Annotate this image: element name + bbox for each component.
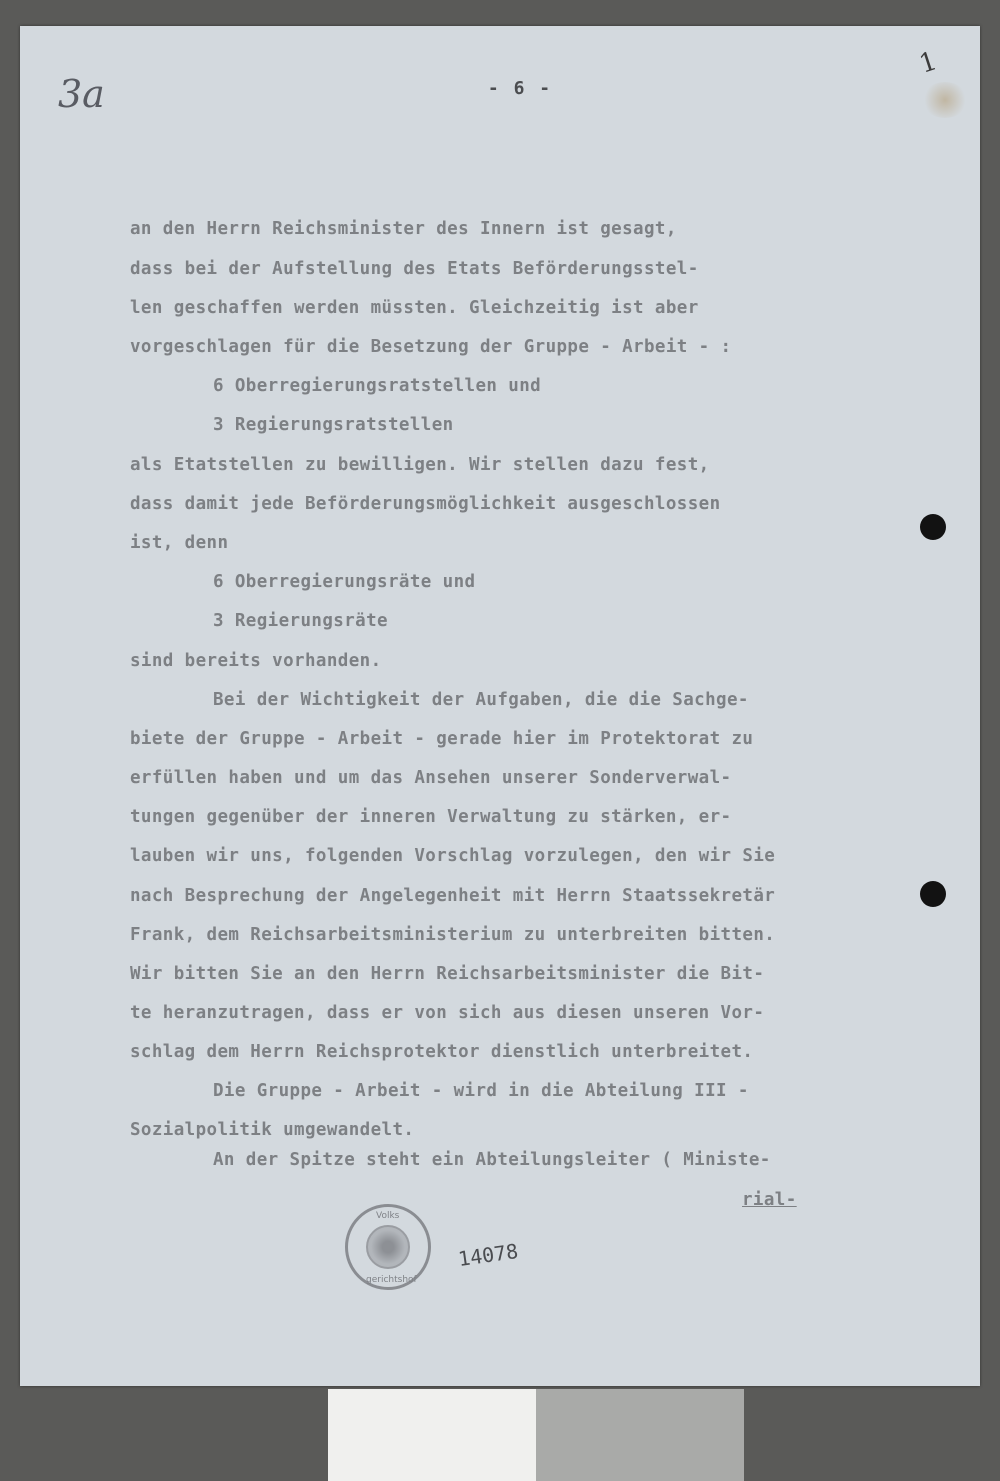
color-calibration-white (328, 1389, 536, 1481)
punch-hole (920, 514, 946, 540)
handwritten-page-note: 3a (58, 72, 105, 116)
text-line: schlag dem Herrn Reichsprotektor dienstlich unterbreitet. (130, 1042, 754, 1062)
text-line: 3 Regierungsratstellen (213, 415, 454, 435)
color-calibration-grey (536, 1389, 744, 1481)
page-number: - 6 - (487, 78, 553, 99)
text-line: als Etatstellen zu bewilligen. Wir stellen dazu fest, (130, 455, 710, 475)
text-line: dass damit jede Beförderungsmöglichkeit ausgeschlossen (130, 494, 721, 514)
text-line: len geschaffen werden müssten. Gleichzeitig ist aber (130, 298, 699, 318)
text-line: erfüllen haben und um das Ansehen unserer Sonderverwal- (130, 768, 732, 788)
text-line: 6 Oberregierungsräte und (213, 572, 476, 592)
corner-pencil-mark: 1 (915, 46, 941, 80)
text-line: Wir bitten Sie an den Herrn Reichsarbeitsminister die Bit- (130, 964, 765, 984)
catchword: rial- (742, 1190, 797, 1210)
text-line: Die Gruppe - Arbeit - wird in die Abteilung III - (213, 1081, 749, 1101)
text-line: Sozialpolitik umgewandelt. (130, 1120, 415, 1140)
text-line: vorgeschlagen für die Besetzung der Gruppe - Arbeit - : (130, 337, 732, 357)
archive-stamp (345, 1204, 431, 1290)
stamp-text-top: Volks (376, 1211, 400, 1221)
text-line: tungen gegenüber der inneren Verwaltung zu stärken, er- (130, 807, 732, 827)
text-line: 6 Oberregierungsratstellen und (213, 376, 542, 396)
text-line: nach Besprechung der Angelegenheit mit Herrn Staatssekretär (130, 886, 776, 906)
text-line: 3 Regierungsräte (213, 611, 388, 631)
text-line: sind bereits vorhanden. (130, 651, 382, 671)
text-line: lauben wir uns, folgenden Vorschlag vorzulegen, den wir Sie (130, 846, 776, 866)
text-line: dass bei der Aufstellung des Etats Beförderungsstel- (130, 259, 699, 279)
eagle-seal-icon (366, 1225, 410, 1269)
text-line: Bei der Wichtigkeit der Aufgaben, die die Sachge- (213, 690, 749, 710)
punch-hole (920, 881, 946, 907)
text-line: Frank, dem Reichsarbeitsministerium zu unterbreiten bitten. (130, 925, 776, 945)
text-line: biete der Gruppe - Arbeit - gerade hier im Protektorat zu (130, 729, 754, 749)
text-line: an den Herrn Reichsminister des Innern ist gesagt, (130, 219, 677, 239)
stamp-text-bottom: gerichtshof (366, 1275, 417, 1285)
text-line: An der Spitze steht ein Abteilungsleiter ( Ministe- (213, 1150, 771, 1170)
text-line: te heranzutragen, dass er von sich aus diesen unseren Vor- (130, 1003, 765, 1023)
archive-number: 14078 (456, 1238, 520, 1272)
text-line: ist, denn (130, 533, 229, 553)
stain-mark (922, 82, 968, 118)
